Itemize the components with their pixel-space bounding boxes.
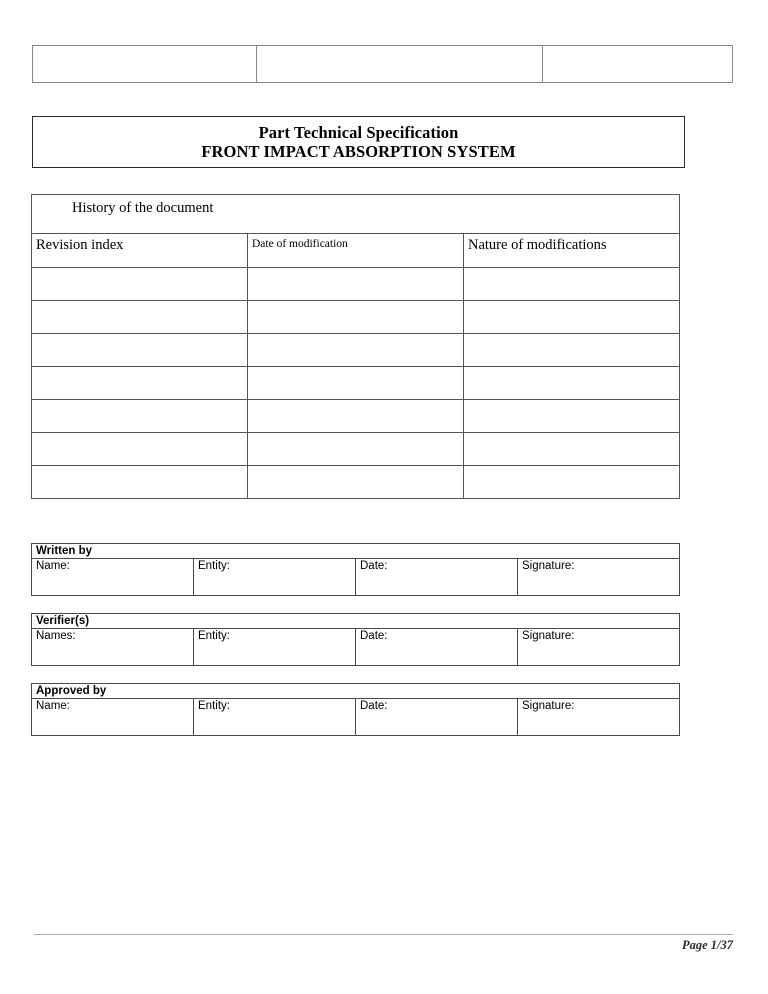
history-cell-date[interactable] <box>248 301 464 334</box>
history-cell-revision[interactable] <box>32 334 248 367</box>
history-section-title: History of the document <box>32 195 680 234</box>
history-cell-date[interactable] <box>248 433 464 466</box>
history-table <box>31 194 680 499</box>
table-row <box>32 334 680 367</box>
history-cell-date[interactable] <box>248 400 464 433</box>
signature-title-row <box>32 684 680 699</box>
document-title-box <box>32 116 685 168</box>
history-cell-nature[interactable] <box>464 301 680 334</box>
history-cell-revision[interactable] <box>32 268 248 301</box>
history-section-title-row <box>32 195 680 234</box>
history-cell-revision[interactable] <box>32 433 248 466</box>
approved-entity-field[interactable]: Entity: <box>194 699 356 736</box>
written-date-field[interactable]: Date: <box>356 559 518 596</box>
history-cell-revision[interactable] <box>32 400 248 433</box>
written-signature-field[interactable]: Signature: <box>518 559 680 596</box>
history-cell-revision[interactable] <box>32 301 248 334</box>
history-cell-revision[interactable] <box>32 367 248 400</box>
table-row <box>32 268 680 301</box>
signature-field-row <box>32 699 680 736</box>
page-subtitle: FRONT IMPACT ABSORPTION SYSTEM <box>201 142 516 161</box>
page-title: Part Technical Specification <box>258 122 459 142</box>
header-table-row <box>33 46 733 83</box>
history-cell-nature[interactable] <box>464 466 680 499</box>
history-cell-revision[interactable] <box>32 466 248 499</box>
footer-divider <box>34 934 733 935</box>
signature-block-title: Approved by <box>32 684 680 699</box>
history-cell-nature[interactable] <box>464 367 680 400</box>
signature-block-title: Written by <box>32 544 680 559</box>
table-row <box>32 400 680 433</box>
history-cell-nature[interactable] <box>464 433 680 466</box>
history-cell-nature[interactable] <box>464 400 680 433</box>
verifier-signature-field[interactable]: Signature: <box>518 629 680 666</box>
verifier-names-field[interactable]: Names: <box>32 629 194 666</box>
verifier-date-field[interactable]: Date: <box>356 629 518 666</box>
table-row <box>32 433 680 466</box>
approved-date-field[interactable]: Date: <box>356 699 518 736</box>
history-cell-date[interactable] <box>248 268 464 301</box>
history-header-row <box>32 234 680 268</box>
table-row <box>32 466 680 499</box>
verifier-entity-field[interactable]: Entity: <box>194 629 356 666</box>
history-cell-nature[interactable] <box>464 268 680 301</box>
signature-block-written-by <box>31 543 680 596</box>
history-cell-nature[interactable] <box>464 334 680 367</box>
written-entity-field[interactable]: Entity: <box>194 559 356 596</box>
header-cell-left <box>33 46 257 83</box>
written-name-field[interactable]: Name: <box>32 559 194 596</box>
history-cell-date[interactable] <box>248 367 464 400</box>
signature-field-row <box>32 629 680 666</box>
table-row <box>32 301 680 334</box>
signature-title-row <box>32 544 680 559</box>
history-cell-date[interactable] <box>248 466 464 499</box>
approved-signature-field[interactable]: Signature: <box>518 699 680 736</box>
history-cell-date[interactable] <box>248 334 464 367</box>
signature-field-row <box>32 559 680 596</box>
signature-block-verifiers <box>31 613 680 666</box>
history-column-date-of-modification: Date of modification <box>248 234 464 268</box>
history-column-revision-index: Revision index <box>32 234 248 268</box>
signature-block-approved-by <box>31 683 680 736</box>
header-table <box>32 45 733 83</box>
table-row <box>32 367 680 400</box>
signature-block-title: Verifier(s) <box>32 614 680 629</box>
approved-name-field[interactable]: Name: <box>32 699 194 736</box>
page-number: Page 1/37 <box>681 938 733 952</box>
header-cell-center <box>257 46 543 83</box>
header-cell-right <box>543 46 733 83</box>
signature-title-row <box>32 614 680 629</box>
history-column-nature-of-modifications: Nature of modifications <box>464 234 680 268</box>
